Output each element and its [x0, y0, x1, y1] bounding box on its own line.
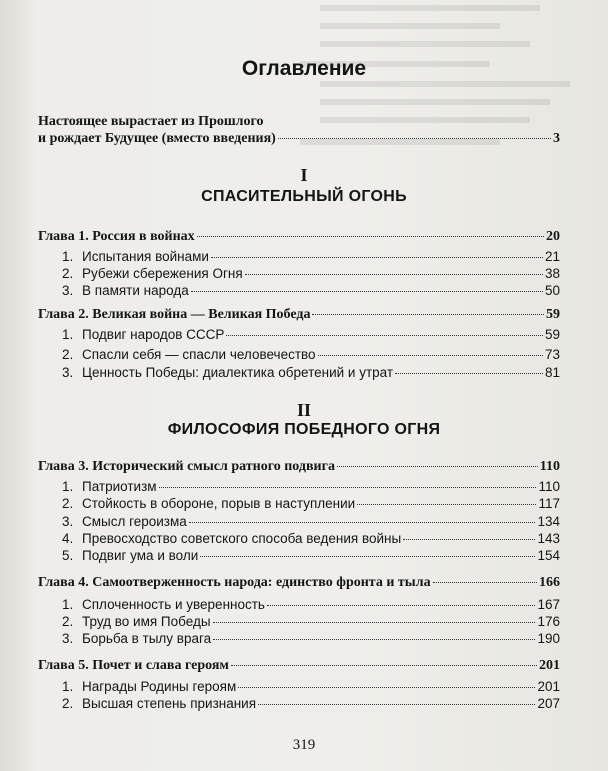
- item-number: 5.: [62, 548, 74, 563]
- toc-item[interactable]: [62, 347, 560, 363]
- item-number: 2.: [62, 496, 74, 511]
- item-label: В памяти народа: [82, 283, 189, 298]
- item-label: Превосходство советского способа ведения войны: [82, 531, 402, 546]
- leader-dots: [213, 639, 535, 640]
- page-ref: 201: [539, 658, 560, 673]
- part-1-title: СПАСИТЕЛЬНЫЙ ОГОНЬ: [201, 188, 407, 205]
- toc-item[interactable]: [62, 514, 560, 530]
- leader-dots: [213, 622, 536, 623]
- item-number: 1.: [62, 327, 74, 342]
- page-ref: 117: [538, 496, 560, 511]
- toc-item[interactable]: [62, 597, 560, 613]
- leader-dots: [159, 487, 537, 488]
- item-number: 2.: [62, 266, 74, 281]
- toc-item[interactable]: [62, 679, 560, 695]
- toc-title: Оглавление: [241, 57, 367, 80]
- toc-item[interactable]: [62, 479, 560, 495]
- item-label: Смысл героизма: [82, 514, 187, 529]
- leader-dots: [211, 257, 543, 258]
- toc-item[interactable]: [62, 249, 560, 265]
- leader-dots: [200, 556, 535, 557]
- leader-dots: [226, 335, 543, 336]
- page-ref: 176: [537, 614, 560, 629]
- toc-entry-intro[interactable]: [38, 131, 560, 147]
- page-ref: 110: [538, 479, 560, 494]
- item-label: Подвиг народов СССР: [82, 327, 225, 342]
- toc-item[interactable]: [62, 327, 560, 343]
- item-label: Стойкость в обороне, порыв в наступлении: [82, 496, 356, 511]
- page-ref: 167: [537, 597, 560, 612]
- page-ref: 73: [544, 347, 560, 362]
- leader-dots: [318, 355, 543, 356]
- item-number: 3.: [62, 631, 74, 646]
- page-ref: 21: [544, 249, 560, 264]
- page-ref: 59: [546, 307, 560, 322]
- toc-item[interactable]: [62, 496, 560, 512]
- chapter-label: Глава 2. Великая война — Великая Победа: [38, 307, 311, 322]
- leader-dots: [357, 504, 536, 505]
- leader-dots: [245, 274, 543, 275]
- toc-item[interactable]: [62, 531, 560, 547]
- item-number: 3.: [62, 365, 74, 380]
- part-2-numeral: II: [296, 400, 311, 420]
- toc-item[interactable]: [62, 631, 560, 647]
- intro-line-1[interactable]: [38, 114, 560, 130]
- item-label: Спасли себя — спасли человечество: [82, 347, 316, 362]
- page-number: 319: [292, 737, 316, 753]
- item-number: 2.: [62, 347, 74, 362]
- intro-label-1: Настоящее вырастает из Прошлого: [38, 114, 264, 129]
- toc-chapter-5[interactable]: [38, 658, 560, 674]
- page-ref: 154: [537, 548, 560, 563]
- item-label: Награды Родины героям: [82, 679, 237, 694]
- part-1-numeral: I: [300, 165, 308, 185]
- leader-dots: [433, 582, 537, 583]
- item-label: Борьба в тылу врага: [82, 631, 212, 646]
- toc-item[interactable]: [62, 283, 560, 299]
- leader-dots: [238, 687, 535, 688]
- page-ref: 207: [537, 696, 560, 711]
- page-ref: 166: [539, 575, 560, 590]
- toc-item[interactable]: [62, 266, 560, 282]
- item-label: Сплоченность и уверенность: [82, 597, 265, 612]
- item-label: Ценность Победы: диалектика обретений и утрат: [82, 365, 394, 380]
- toc-item[interactable]: [62, 548, 560, 564]
- item-number: 3.: [62, 514, 74, 529]
- leader-dots: [189, 522, 536, 523]
- page-ref: 190: [537, 631, 560, 646]
- item-number: 1.: [62, 479, 74, 494]
- chapter-label: Глава 4. Самоотверженность народа: единство фронта и тыла: [38, 575, 431, 590]
- leader-dots: [395, 373, 543, 374]
- item-number: 3.: [62, 283, 74, 298]
- toc-chapter-4[interactable]: [38, 575, 560, 591]
- page-ref: 38: [544, 266, 560, 281]
- leader-dots: [278, 138, 551, 139]
- chapter-label: Глава 1. Россия в войнах: [38, 229, 195, 244]
- leader-dots: [191, 291, 543, 292]
- page-ref: 20: [546, 229, 560, 244]
- item-label: Подвиг ума и воли: [82, 548, 199, 563]
- leader-dots: [267, 605, 536, 606]
- toc-item[interactable]: [62, 614, 560, 630]
- item-label: Рубежи сбережения Огня: [82, 266, 243, 281]
- item-label: Высшая степень признания: [82, 696, 257, 711]
- item-number: 4.: [62, 531, 74, 546]
- chapter-label: Глава 5. Почет и слава героям: [38, 658, 229, 673]
- leader-dots: [197, 236, 544, 237]
- page-ref: 59: [544, 327, 560, 342]
- page-ref: 3: [553, 131, 560, 146]
- chapter-label: Глава 3. Исторический смысл ратного подвига: [38, 459, 335, 474]
- page-ref: 143: [537, 531, 560, 546]
- toc-item[interactable]: [62, 696, 560, 712]
- toc-chapter-1[interactable]: [38, 229, 560, 245]
- item-label: Испытания войнами: [82, 249, 209, 264]
- item-number: 1.: [62, 679, 74, 694]
- leader-dots: [258, 704, 535, 705]
- intro-label-2: и рождает Будущее (вместо введения): [38, 131, 276, 146]
- toc-item[interactable]: [62, 365, 560, 381]
- toc-chapter-3[interactable]: [38, 459, 560, 475]
- item-label: Патриотизм: [82, 479, 157, 494]
- toc-chapter-2[interactable]: [38, 307, 560, 323]
- leader-dots: [337, 466, 538, 467]
- leader-dots: [403, 539, 535, 540]
- item-label: Труд во имя Победы: [82, 614, 211, 629]
- page-ref: 50: [544, 283, 560, 298]
- page-ref: 201: [537, 679, 560, 694]
- item-number: 2.: [62, 614, 74, 629]
- part-2-title: ФИЛОСОФИЯ ПОБЕДНОГО ОГНЯ: [167, 421, 441, 438]
- leader-dots: [231, 665, 537, 666]
- item-number: 2.: [62, 696, 74, 711]
- page-ref: 81: [544, 365, 560, 380]
- item-number: 1.: [62, 249, 74, 264]
- item-number: 1.: [62, 597, 74, 612]
- leader-dots: [312, 314, 544, 315]
- page-ref: 110: [539, 459, 560, 474]
- page-ref: 134: [537, 514, 560, 529]
